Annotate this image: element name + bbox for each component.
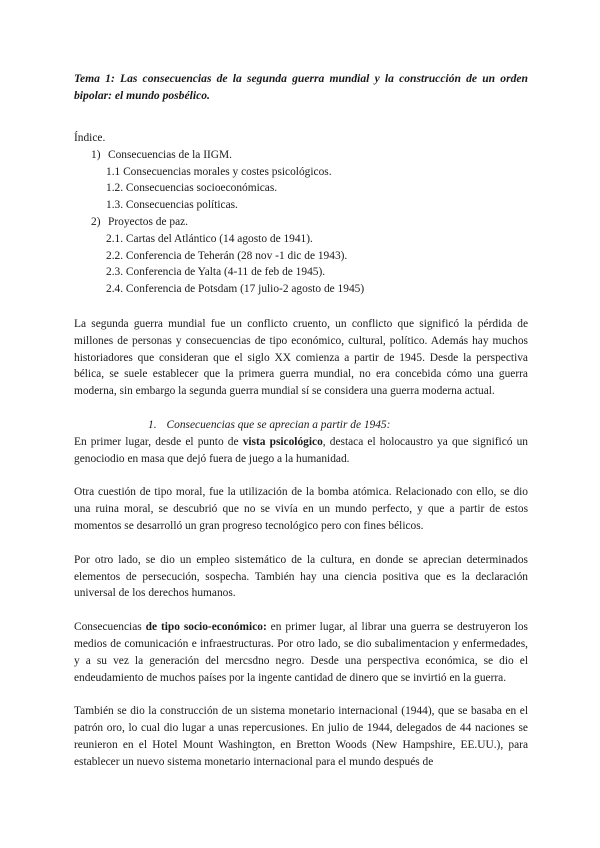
toc-subitem: 1.3. Consecuencias políticas. [106, 199, 238, 212]
document-page [74, 70, 528, 771]
paragraph-socioeconomic [74, 619, 528, 686]
bold-term: de tipo socio-económico: [145, 621, 267, 634]
toc-subitem: 2.4. Conferencia de Potsdam (17 julio-2 agosto de 1945) [106, 283, 365, 296]
bold-term: vista psicológico [242, 435, 323, 448]
toc-label: Proyectos de paz. [108, 215, 189, 228]
text-run: En primer lugar, desde el punto de [74, 435, 243, 448]
section-number: 1. [148, 418, 157, 431]
section-title: Consecuencias que se aprecian a partir de 1945: [166, 418, 391, 431]
paragraph-moral: Otra cuestión de tipo moral, fue la utilización de la bomba atómica. Relacionado con ello, se dio una ruina moral, se descubrió que no se vivía en un mundo perfecto, y que a partir de estos momentos se desarrolló un gran progreso tecnológico pero con fines bélicos. [74, 486, 528, 532]
index-label: Índice. [74, 132, 106, 144]
toc-subitem: 1.1 Consecuencias morales y costes psicológicos. [106, 165, 332, 178]
toc-subitem: 1.2. Consecuencias socioeconómicas. [106, 182, 278, 195]
toc-item-1 [74, 147, 528, 164]
paragraph-culture: Por otro lado, se dio un empleo sistemático de la cultura, en donde se aprecian determinados elementos de persecución, sospecha. También hay una ciencia positiva que es la declaración universal de los derechos humanos. [74, 553, 528, 600]
toc-number: 2) [91, 215, 101, 228]
toc-label: Consecuencias de la IIGM. [108, 148, 232, 161]
toc-subitem: 2.2. Conferencia de Teherán (28 nov -1 dic de 1943). [106, 249, 348, 262]
text-run: , destaca el holocaustro ya que significó un genociodio en masa que dejó fuera de juego a la humanidad. [74, 435, 528, 465]
document-title: Tema 1: Las consecuencias de la segunda guerra mundial y la construcción de un orden bipolar: el mundo posbélico. [74, 72, 528, 102]
text-run: en primer lugar, al librar una guerra se destruyeron los medios de comunicación e infraestructuras. Por otro lado, se dio subalimentacion y enfermedades, y a su vez la generación del mercsdno negro. Desde una perspectiva económica, se dio el endeudamiento de muchos países por la ingente cantidad de dinero que se invirtió en la guerra. [74, 621, 528, 684]
section-heading [74, 417, 528, 434]
toc-subitem: 2.1. Cartas del Atlántico (14 agosto de 1941). [106, 232, 313, 245]
toc-item-2 [74, 214, 528, 231]
toc-number: 1) [91, 148, 101, 161]
intro-paragraph: La segunda guerra mundial fue un conflicto cruento, un conflicto que significó la pérdida de millones de personas y consecuencias de tipo económico, cultural, político. Además hay muchos historiadores que consideran que el siglo XX comienza a partir de 1945. Desde la perspectiva bélica, se suele establecer que la primera guerra mundial, no era concebida cómo una guerra moderna, sin embargo la segunda guerra mundial sí se considera una guerra moderna actual. [74, 317, 528, 398]
text-run: Consecuencias [74, 621, 146, 634]
paragraph-monetary: También se dio la construcción de un sistema monetario internacional (1944), que se basaba en el patrón oro, lo cual dio lugar a unas repercusiones. En julio de 1944, delegados de 44 naciones se reunieron en el Hotel Mount Washington, en Bretton Woods (New Hampshire, EE.UU.), para establecer un nuevo sistema monetario internacional para el mundo después de [74, 705, 528, 768]
toc-subitem: 2.3. Conferencia de Yalta (4-11 de feb de 1945). [106, 266, 326, 279]
table-of-contents [74, 147, 528, 298]
paragraph-psychological [74, 434, 528, 468]
